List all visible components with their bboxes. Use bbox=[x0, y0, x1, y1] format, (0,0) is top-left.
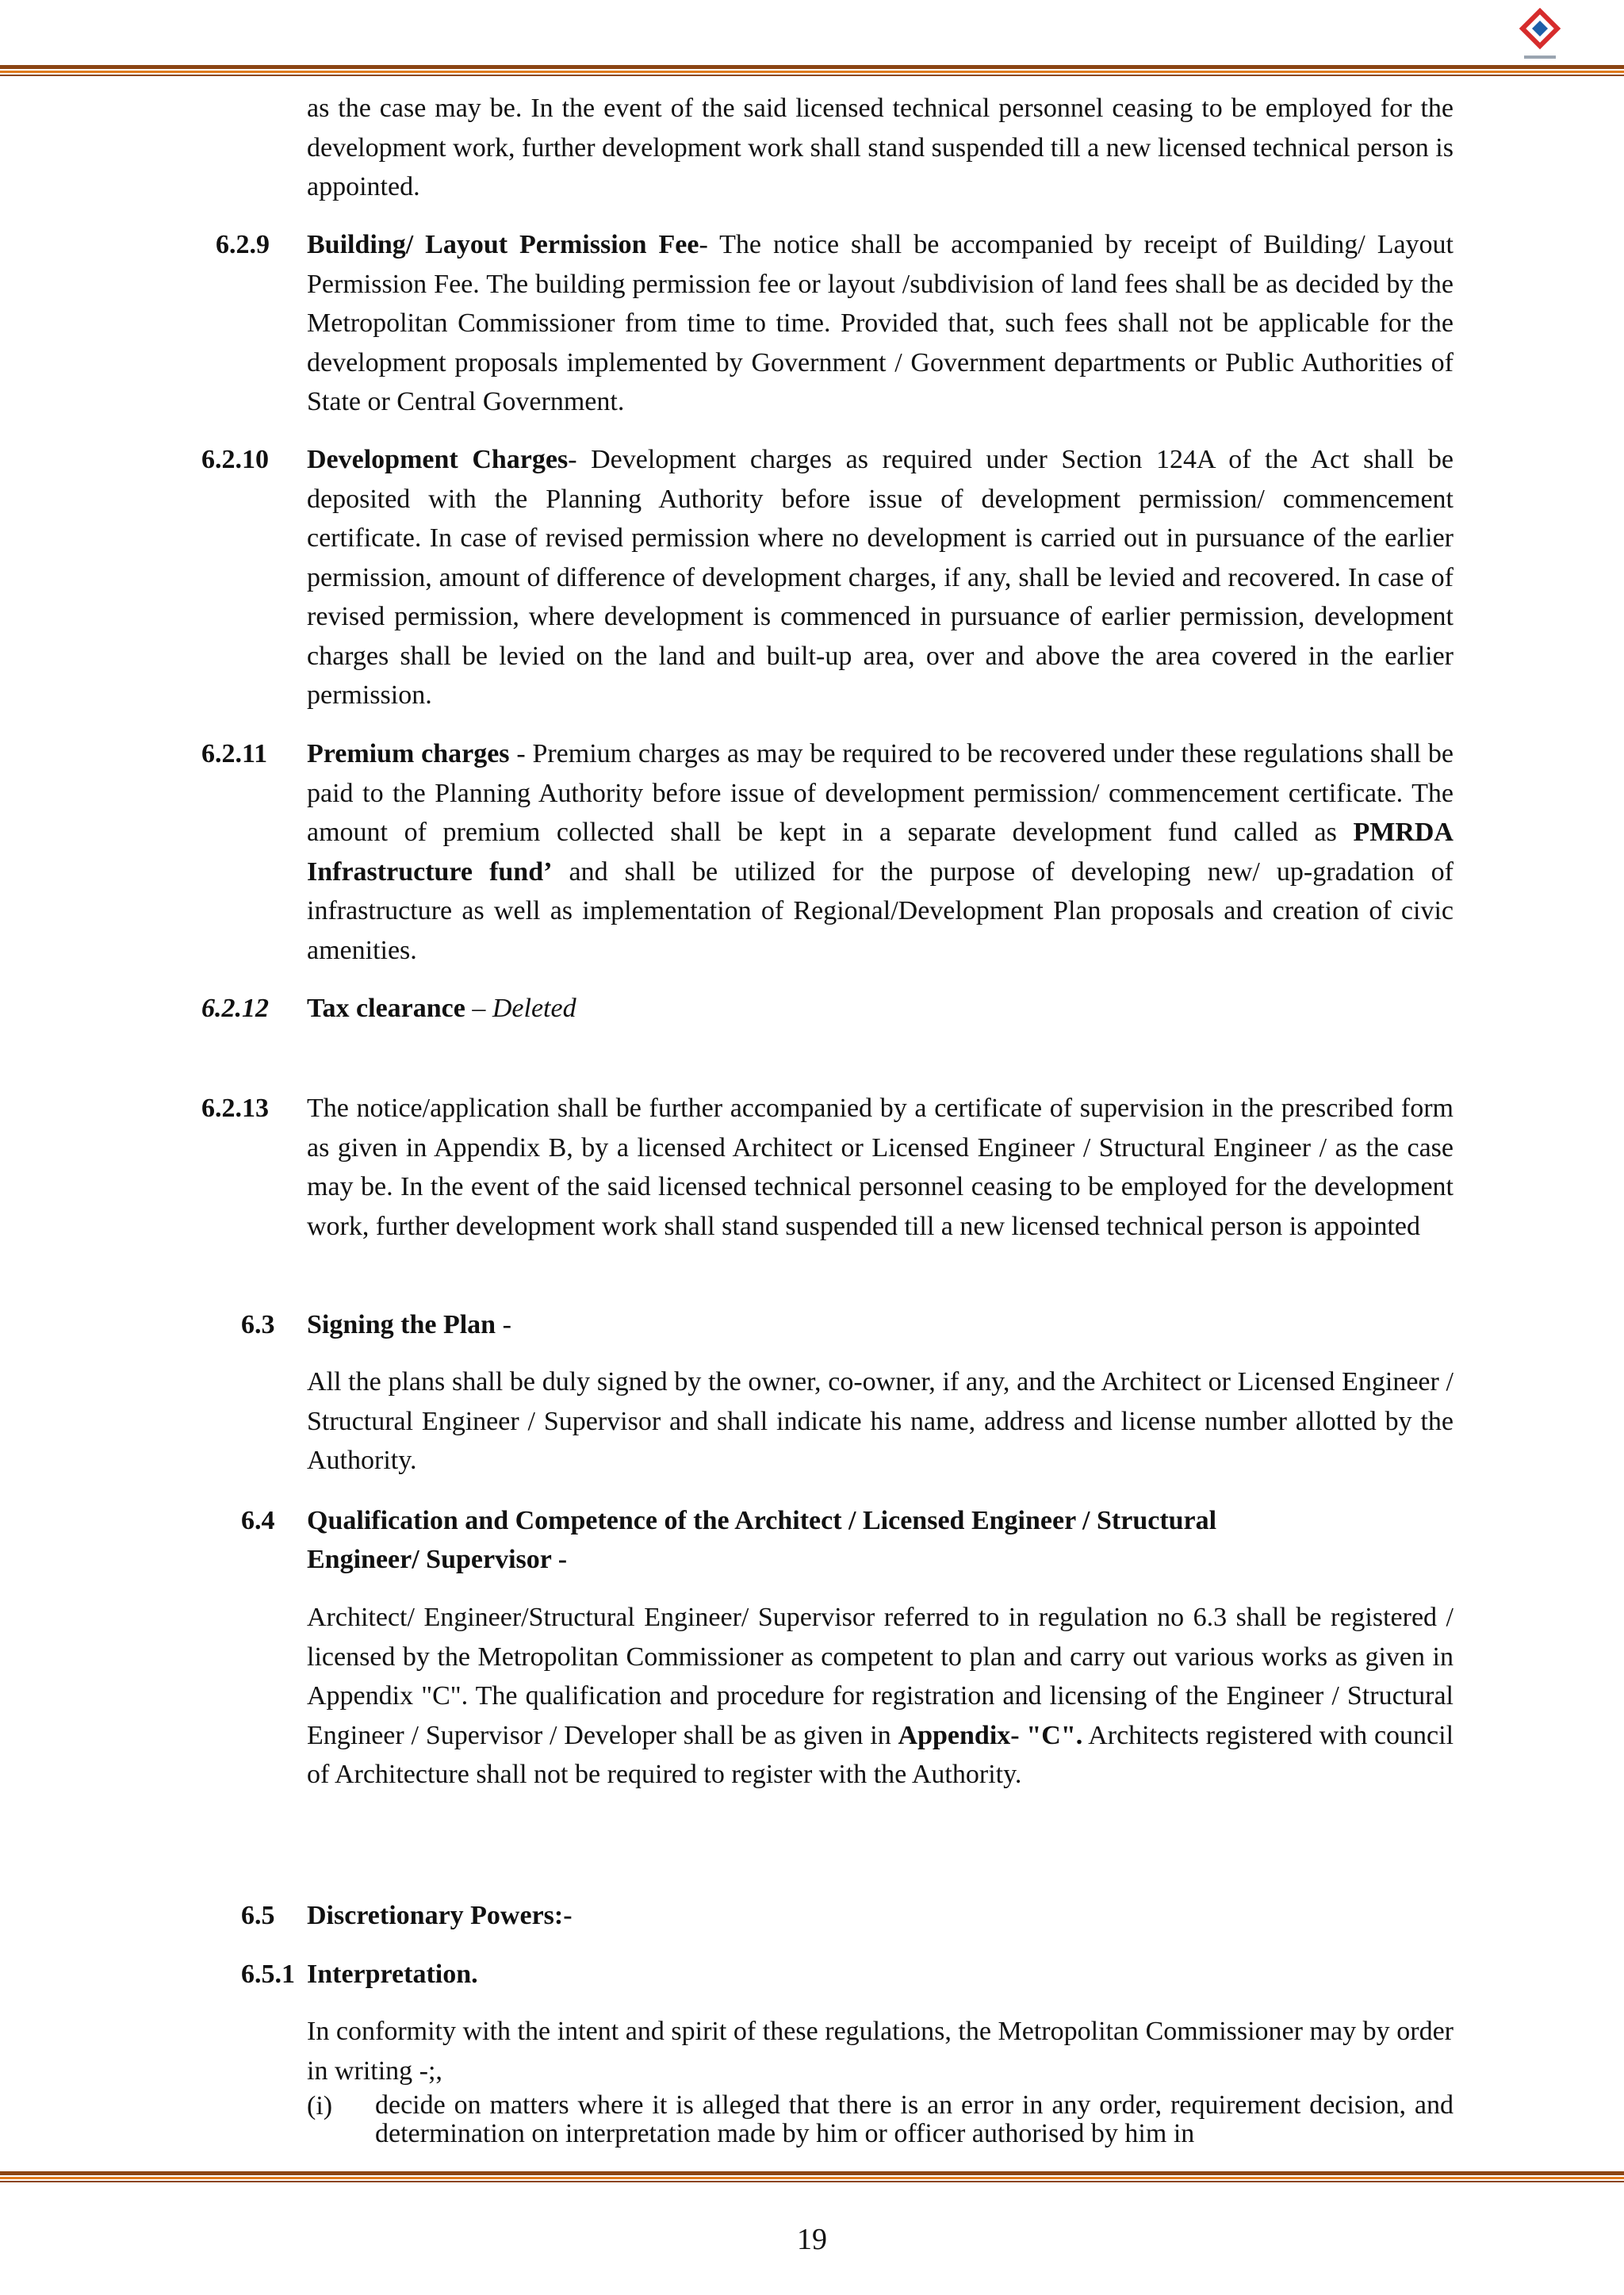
section-6-2-10-body: - Development charges as required under Section 124A of the Act shall be deposited with the Planning Authority before issue of development permission/ commencement certificate. In case of revised permission where no development is carried out in pursuance of the earlier permission, amount of difference of development charges, if any, shall be levied and recovered. In case of revised permission, where development is commenced in pursuance of earlier permission, development charges shall be levied on the land and built-up area, over and above the area covered in the earlier permission. bbox=[307, 445, 1454, 710]
header-rule-bottom bbox=[0, 75, 1624, 76]
list-item-i-label: (i) bbox=[307, 2091, 333, 2121]
pmrda-fund-name: PMRDA Infrastructure fund’ bbox=[307, 818, 1454, 887]
section-6-2-12-text bbox=[307, 989, 1454, 1029]
section-6-5-1-heading: Interpretation. bbox=[307, 1960, 478, 1989]
section-number-6-2-11: 6.2.11 bbox=[201, 739, 268, 768]
section-6-2-12-title: Tax clearance bbox=[307, 994, 465, 1023]
organization-logo bbox=[1516, 8, 1564, 67]
section-6-4-text bbox=[307, 1598, 1454, 1795]
section-6-5-heading: Discretionary Powers:- bbox=[307, 1901, 573, 1930]
appendix-c-reference: Appendix- "C". bbox=[898, 1720, 1083, 1750]
section-6-3-text: All the plans shall be duly signed by the owner, co-owner, if any, and the Architect or Licensed Engineer / Structural Engineer / Supervisor and shall indicate his name, address and license number allotted by the Authority. bbox=[307, 1367, 1454, 1475]
header-rule-mid bbox=[0, 71, 1624, 73]
section-number-6-2-10: 6.2.10 bbox=[201, 445, 269, 474]
section-6-2-11-body-b: and shall be utilized for the purpose of developing new/ up-gradation of infrastructure as well as implementation of Regional/Development Plan proposals and creation of civic amenities. bbox=[307, 856, 1454, 965]
section-6-2-9-text bbox=[307, 225, 1454, 422]
section-number-6-2-9: 6.2.9 bbox=[216, 230, 270, 259]
section-6-2-10-title: Development Charges bbox=[307, 445, 569, 474]
list-item-i-text: decide on matters where it is alleged that there is an error in any order, requirement decision, and determination on interpretation made by him or officer authorised by him in bbox=[375, 2090, 1454, 2148]
page-number: 19 bbox=[797, 2223, 827, 2256]
section-number-6-4: 6.4 bbox=[241, 1506, 275, 1535]
section-6-3-suffix: - bbox=[496, 1310, 511, 1339]
section-6-4-heading-line1: Qualification and Competence of the Architect / Licensed Engineer / Structural bbox=[307, 1506, 1217, 1535]
footer-rule-top bbox=[0, 2171, 1624, 2175]
section-6-3-title: Signing the Plan bbox=[307, 1310, 496, 1339]
section-6-5-1-text: In conformity with the intent and spirit of these regulations, the Metropolitan Commissioner may by order in writing -;, bbox=[307, 2017, 1454, 2086]
section-6-4-heading-line2: Engineer/ Supervisor - bbox=[307, 1545, 568, 1574]
section-number-6-5-1: 6.5.1 bbox=[241, 1960, 295, 1989]
section-6-2-11-text bbox=[307, 734, 1454, 970]
section-6-2-12-dash: – bbox=[465, 994, 492, 1023]
section-6-2-13-text: The notice/application shall be further accompanied by a certificate of supervision in the prescribed form as given in Appendix B, by a licensed Architect or Licensed Engineer / Structural Engineer / as the case may be. In the event of the said licensed technical personnel ceasing to be employed for the development work, further development work shall stand suspended till a new licensed technical person is appointed bbox=[307, 1094, 1454, 1241]
continued-paragraph: as the case may be. In the event of the said licensed technical personnel ceasing to be employed for the development work, further development work shall stand suspended till a new licensed technical person is appointed. bbox=[307, 94, 1454, 201]
section-number-6-2-12: 6.2.12 bbox=[201, 994, 269, 1023]
footer-rule-bottom bbox=[0, 2181, 1624, 2182]
section-6-3-heading bbox=[307, 1305, 511, 1345]
section-6-2-9-body: - The notice shall be accompanied by receipt of Building/ Layout Permission Fee. The building permission fee or layout /subdivision of land fees shall be as decided by the Metropolitan Commissioner from time to time. Provided that, such fees shall not be applicable for the development proposals implemented by Government / Government departments or Public Authorities of State or Central Government. bbox=[307, 230, 1454, 416]
section-number-6-3: 6.3 bbox=[241, 1310, 275, 1339]
section-6-4-body-b: Architects registered with council of Architecture shall not be required to register with the Authority. bbox=[307, 1720, 1454, 1789]
section-6-2-9-title: Building/ Layout Permission Fee bbox=[307, 230, 699, 259]
section-6-2-10-text bbox=[307, 440, 1454, 715]
section-6-2-11-body-a: - Premium charges as may be required to be recovered under these regulations shall be paid to the Planning Authority before issue of development permission/ commencement certificate. The amount of premium collected shall be kept in a separate development fund called as bbox=[307, 739, 1454, 847]
section-6-2-11-title: Premium charges bbox=[307, 739, 510, 768]
header-rule-top bbox=[0, 65, 1624, 69]
section-number-6-2-13: 6.2.13 bbox=[201, 1094, 269, 1123]
section-number-6-5: 6.5 bbox=[241, 1901, 275, 1930]
section-6-4-body-a: Architect/ Engineer/Structural Engineer/ Supervisor referred to in regulation no 6.3 shall be registered / licensed by the Metropolitan Commissioner as competent to plan and carry out various works as given in Appendix "C". The qualification and procedure for registration and licensing of the Engineer / Structural Engineer / Supervisor / Developer shall be as given in bbox=[307, 1603, 1454, 1750]
section-6-2-12-status: Deleted bbox=[492, 994, 576, 1023]
footer-rule-mid bbox=[0, 2177, 1624, 2179]
